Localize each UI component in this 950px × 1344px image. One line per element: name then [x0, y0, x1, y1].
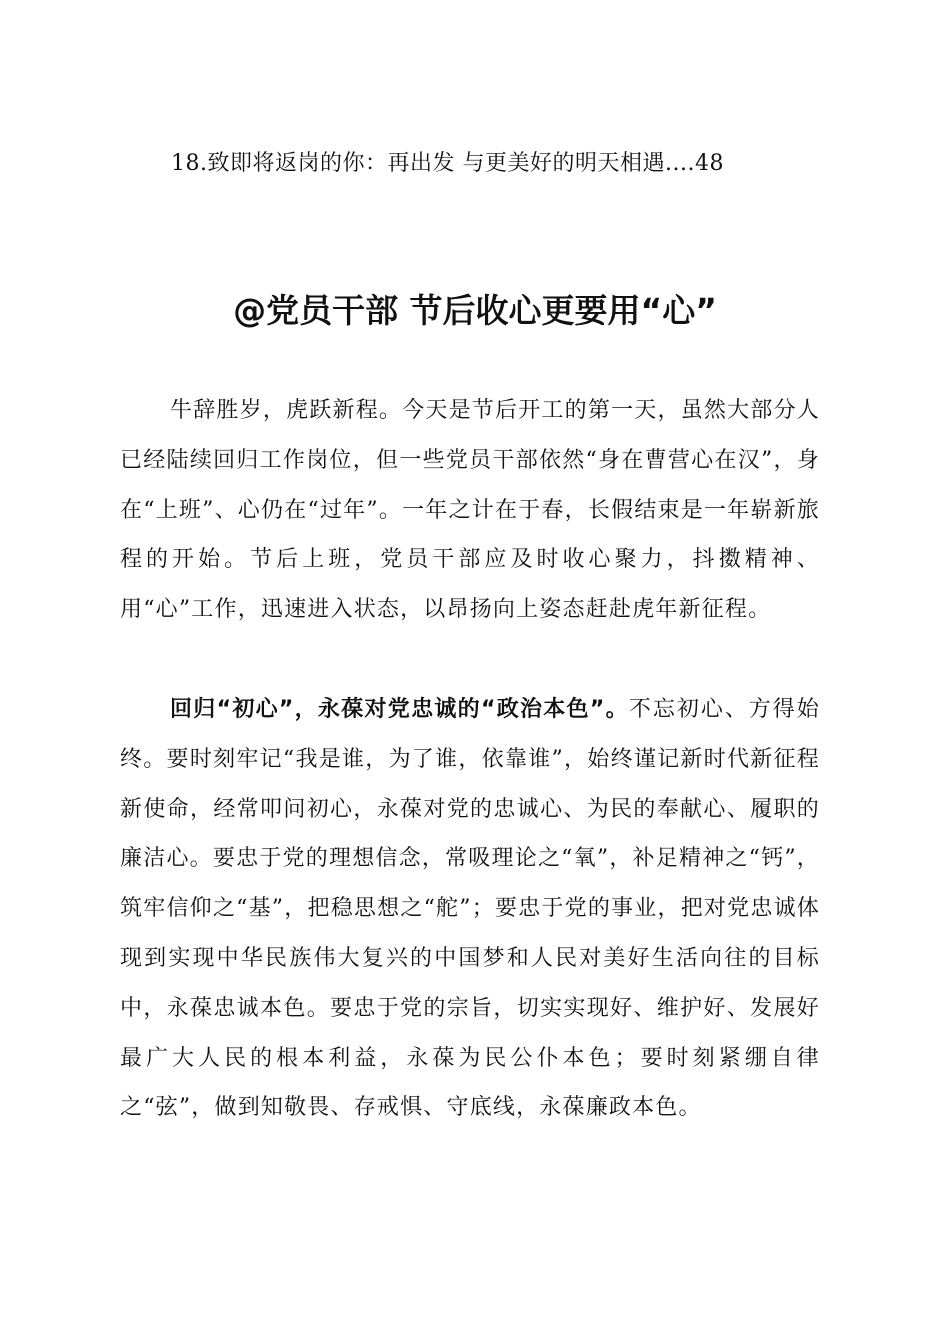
paragraph-intro: 牛辞胜岁，虎跃新程。今天是节后开工的第一天，虽然大部分人已经陆续回归工作岗位，但一些党员干部依然“身在曹营心在汉”，身在“上班”、心仍在“过年”。一年之计在于春，长假结束是一年崭新旅程的开始。节后上班，党员干部应及时收心聚力，抖擞精神、用“心”工作，迅速进入状态，以昂扬向上姿态赶赴虎年新征程。: [120, 398, 820, 623]
paragraph-lead-heading: 回归“初心”，永葆对党忠诚的“政治本色”。: [170, 697, 629, 722]
paragraph-body: 不忘初心、方得始终。要时刻牢记“我是谁，为了谁，依靠谁”，始终谨记新时代新征程新使命，经常叩问初心，永葆对党的忠诚心、为民的奉献心、履职的廉洁心。要忠于党的理想信念，常吸理论之“氧”，补足精神之“钙”，筑牢信仰之“基”，把稳思想之“舵”；要忠于党的事业，把对党忠诚体现到实现中华民族伟大复兴的中国梦和人民对美好生活向往的目标中，永葆忠诚本色。要忠于党的宗旨，切实实现好、维护好、发展好最广大人民的根本利益，永葆为民公仆本色；要时刻紧绷自律之“弦”，做到知敬畏、存戒惧、守底线，永葆廉政本色。: [120, 697, 820, 1121]
article-title: @党员干部 节后收心更要用“心”: [233, 291, 717, 330]
paragraph-loyalty: [120, 685, 820, 1133]
toc-entry: 18.致即将返岗的你：再出发 与更美好的明天相遇....48: [171, 151, 724, 176]
